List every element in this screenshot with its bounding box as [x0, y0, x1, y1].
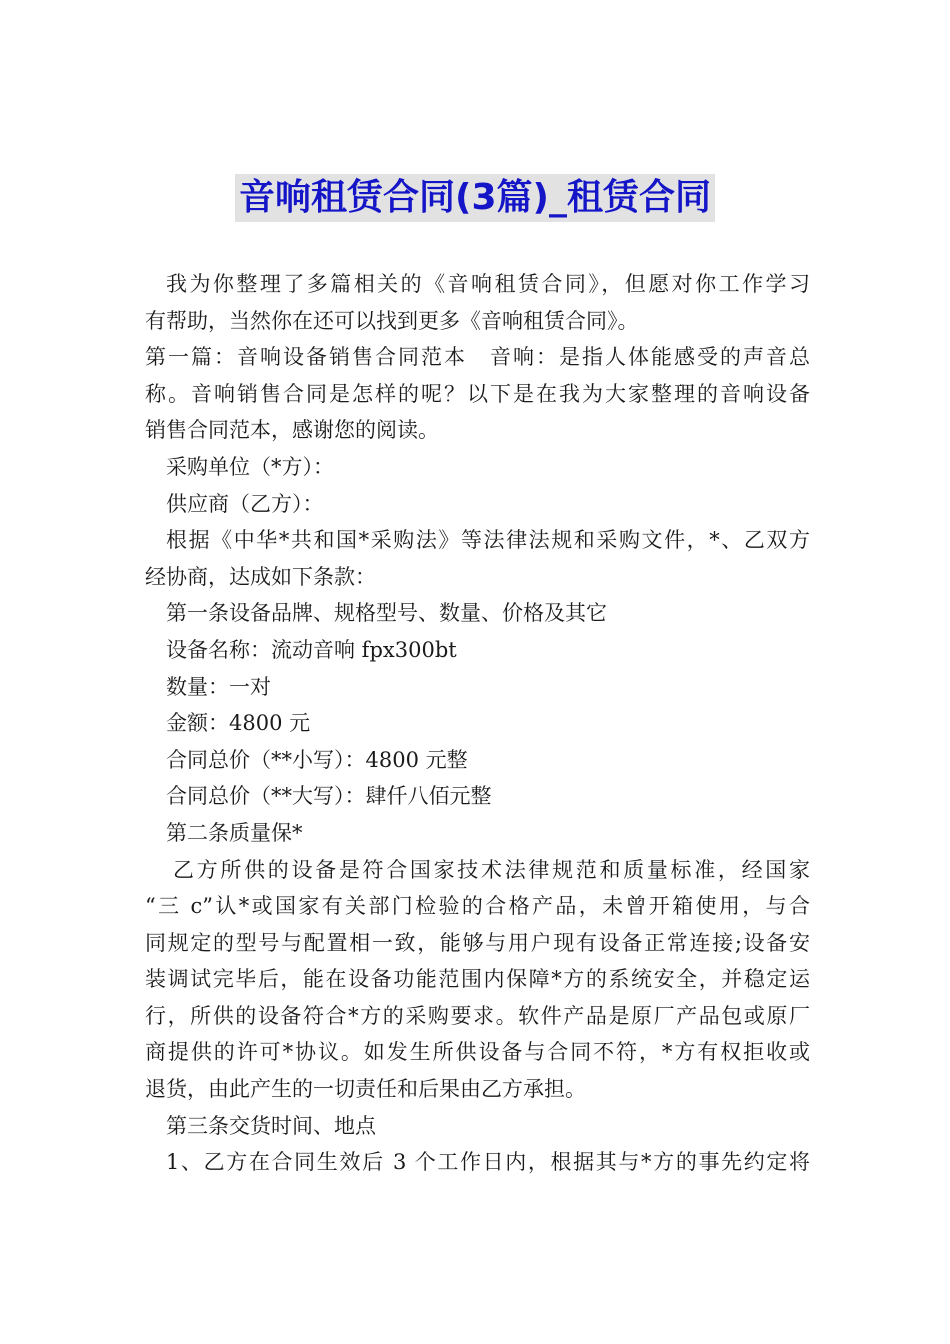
text-line: 采购单位（*方）： — [166, 454, 334, 479]
text-line: 1、乙方在合同生效后 3 个工作日内，根据其与*方的事先约定将 — [166, 1150, 810, 1175]
text-line: 有帮助，当然你在还可以找到更多《音响租赁合同》。 — [145, 308, 639, 333]
text-line: 第一条设备品牌、规格型号、数量、价格及其它 — [166, 601, 607, 626]
text-line: 我为你整理了多篇相关的《音响租赁合同》，但愿对你工作学习 — [166, 272, 810, 296]
document-body — [145, 266, 810, 1181]
text-line: 行，所供的设备符合*方的采购要求。软件产品是原厂产品包或原厂 — [145, 1003, 810, 1028]
text-line: 金额：4800 元 — [166, 711, 311, 736]
text-line: 第二条质量保* — [166, 820, 303, 845]
text-line: 根据《中华*共和国*采购法》等法律法规和采购文件，*、乙双方 — [166, 528, 810, 553]
text-line: 数量：一对 — [166, 674, 271, 699]
document-title: 音响租赁合同(3篇)_租赁合同 — [235, 174, 715, 222]
text-line: 销售合同范本，感谢您的阅读。 — [145, 418, 439, 443]
text-line: 同规定的型号与配置相一致，能够与用户现有设备正常连接;设备安 — [145, 930, 810, 955]
text-line: 装调试完毕后，能在设备功能范围内保障*方的系统安全，并稳定运 — [145, 967, 810, 992]
text-line: 商提供的许可*协议。如发生所供设备与合同不符，*方有权拒收或 — [145, 1040, 810, 1065]
text-line: 供应商（乙方）： — [166, 491, 324, 516]
text-line: 乙方所供的设备是符合国家技术法律规范和质量标准，经国家 — [173, 857, 810, 882]
text-line: 合同总价（**大写）：肆仟八佰元整 — [166, 784, 492, 809]
text-line: 第一篇：音响设备销售合同范本 音响：是指人体能感受的声音总 — [145, 345, 810, 370]
text-line: 称。音响销售合同是怎样的呢？以下是在我为大家整理的音响设备 — [145, 381, 810, 406]
text-line: “三 c”认*或国家有关部门检验的合格产品，未曾开箱使用，与合 — [145, 894, 810, 919]
title-wrap — [0, 174, 950, 222]
text-line: 经协商，达成如下条款： — [145, 564, 376, 589]
text-line: 退货，由此产生的一切责任和后果由乙方承担。 — [145, 1077, 586, 1102]
text-line: 设备名称：流动音响 fpx300bt — [166, 637, 457, 662]
text-line: 合同总价（**小写）：4800 元整 — [166, 747, 468, 772]
text-line: 第三条交货时间、地点 — [166, 1113, 376, 1138]
